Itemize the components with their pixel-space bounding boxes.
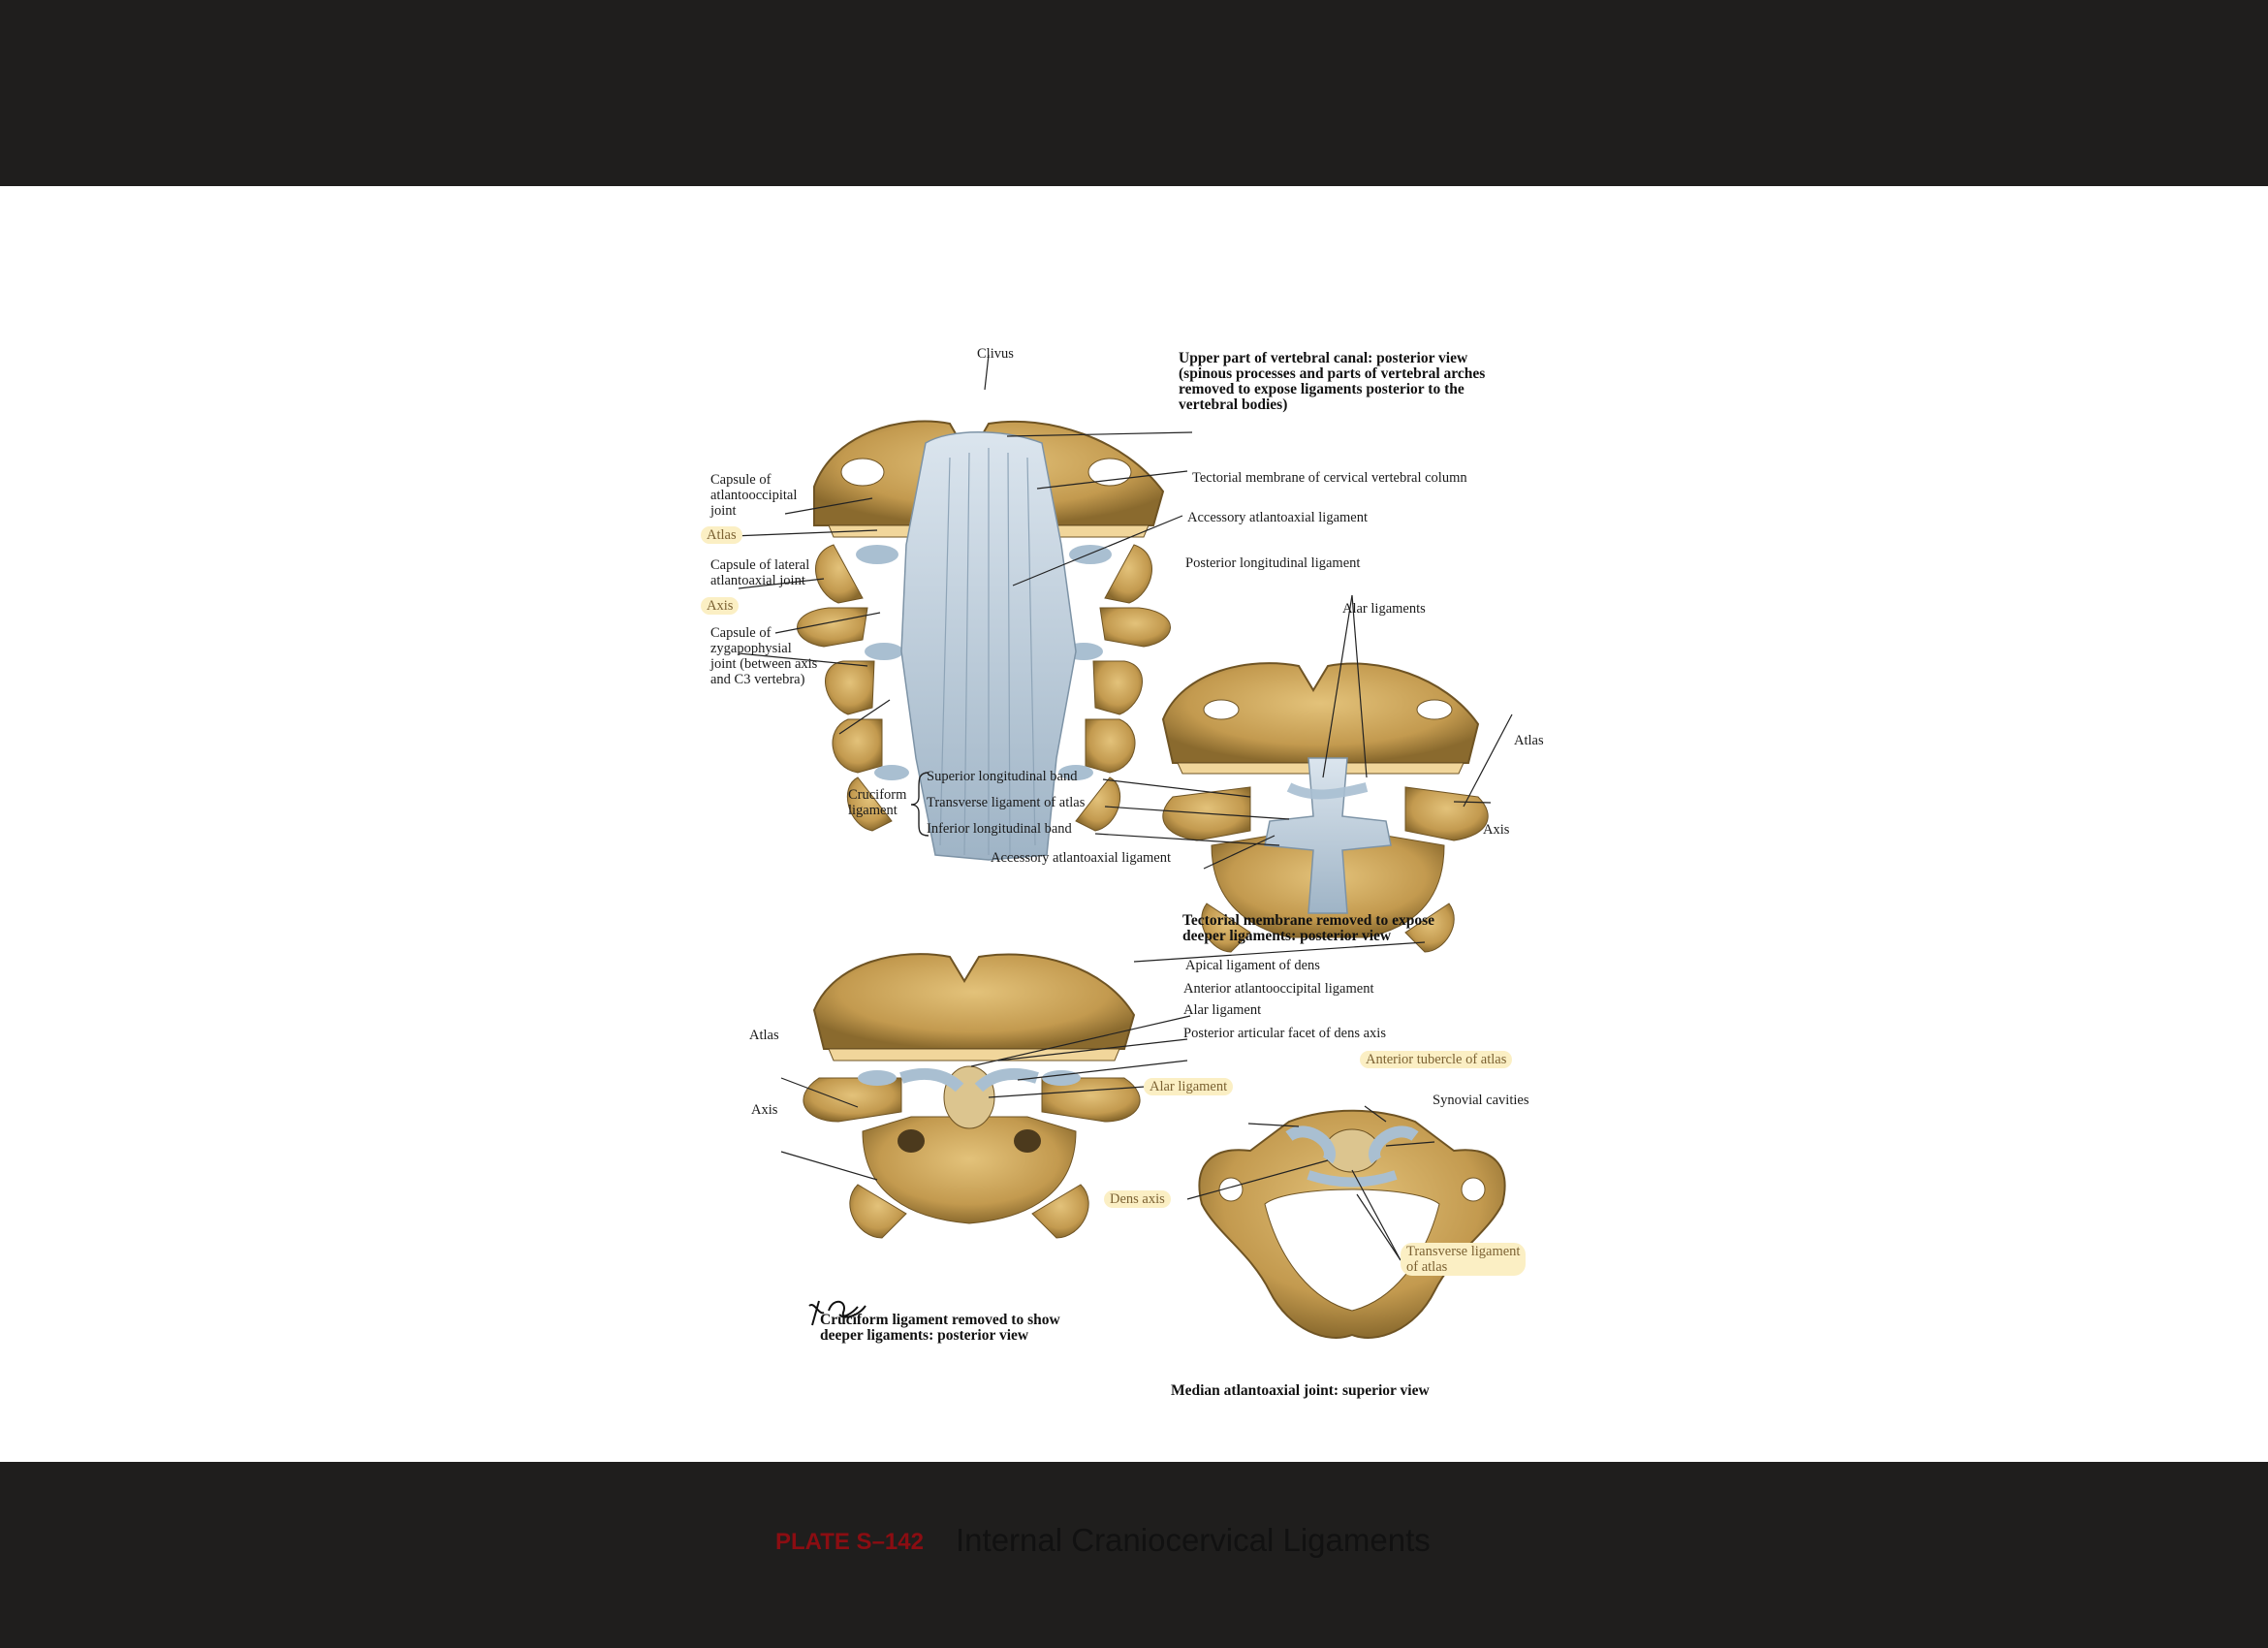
label-superior-longitudinal-band: Superior longitudinal band — [927, 769, 1078, 784]
caption-figure4: Median atlantoaxial joint: superior view — [1171, 1382, 1430, 1399]
label-inferior-longitudinal-band: Inferior longitudinal band — [927, 821, 1072, 837]
plate-number: PLATE S–142 — [775, 1529, 924, 1555]
label-anterior-tubercle-highlighted: Anterior tubercle of atlas — [1360, 1051, 1512, 1068]
label-alar-ligaments: Alar ligaments — [1342, 601, 1426, 617]
caption-figure3: Cruciform ligament removed to show deeper ligaments: posterior view — [820, 1312, 1060, 1344]
label-atlas-fig2: Atlas — [1514, 733, 1544, 748]
label-synovial-cavities: Synovial cavities — [1433, 1093, 1529, 1108]
label-alar-ligament-highlighted: Alar ligament — [1144, 1078, 1233, 1095]
caption-figure2: Tectorial membrane removed to expose deeper ligaments: posterior view — [1182, 912, 1434, 944]
caption-figure1: Upper part of vertebral canal: posterior view (spinous processes and parts of vertebral arches removed to expose ligaments posterior to the vertebral bodies) — [1179, 350, 1486, 413]
label-accessory-atlantoaxial: Accessory atlantoaxial ligament — [1187, 510, 1369, 525]
label-axis-highlighted: Axis — [701, 597, 739, 615]
label-dens-axis-highlighted: Dens axis — [1104, 1190, 1171, 1208]
label-axis-fig3: Axis — [751, 1102, 778, 1118]
label-posterior-longitudinal: Posterior longitudinal ligament — [1185, 555, 1361, 571]
plate-illustrations — [669, 332, 1570, 1446]
document-page — [0, 186, 2268, 1558]
label-clivus: Clivus — [977, 346, 1014, 362]
label-atlas-highlighted: Atlas — [701, 526, 742, 544]
label-cruciform-ligament: Cruciform ligament — [848, 787, 907, 818]
plate-title: Internal Craniocervical Ligaments — [956, 1522, 1431, 1558]
label-posterior-articular-facet: Posterior articular facet of dens axis — [1183, 1026, 1386, 1041]
label-capsule-atlantooccipital: Capsule of atlantooccipital joint — [710, 472, 798, 519]
label-tectorial-membrane: Tectorial membrane of cervical vertebral column — [1192, 470, 1467, 486]
label-accessory-atlantoaxial-fig2: Accessory atlantoaxial ligament — [991, 850, 1172, 866]
label-alar-ligament-fig3: Alar ligament — [1183, 1002, 1262, 1018]
figure4-illustration — [1187, 1106, 1505, 1338]
label-capsule-lateral-atlantoaxial: Capsule of lateral atlantoaxial joint — [710, 557, 810, 588]
label-atlas-fig3: Atlas — [749, 1028, 779, 1043]
anatomy-plate — [669, 332, 1570, 1558]
label-axis-fig2: Axis — [1483, 822, 1510, 838]
label-apical-ligament: Apical ligament of dens — [1185, 958, 1320, 973]
label-transverse-ligament-highlighted: Transverse ligament of atlas — [1401, 1243, 1526, 1276]
label-capsule-zygapophysial: Capsule of zygapophysial joint (between axis and C3 vertebra) — [710, 625, 818, 687]
label-anterior-atlantooccipital: Anterior atlantooccipital ligament — [1183, 981, 1374, 997]
label-transverse-ligament: Transverse ligament of atlas — [927, 795, 1086, 810]
